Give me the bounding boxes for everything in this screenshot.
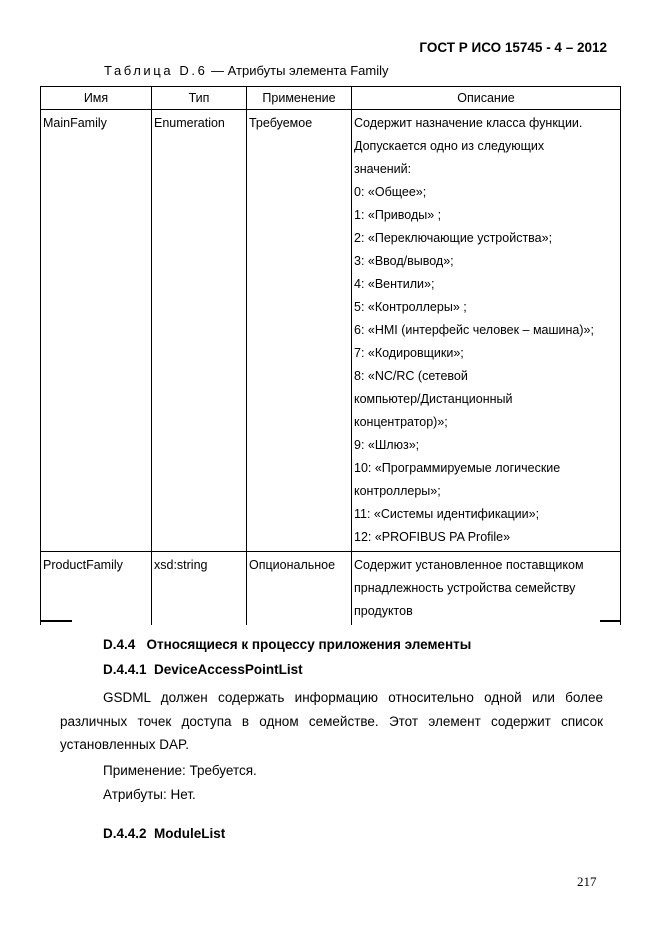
description-line: Содержит установленное поставщиком (354, 558, 584, 572)
description-line: компьютер/Дистанционный (354, 392, 513, 406)
table-row (41, 552, 621, 626)
description-line: 4: «Вентили»; (354, 277, 435, 291)
table-bottom-rule-right (600, 620, 621, 622)
section-d441-usage: Применение: Требуется. (103, 763, 257, 778)
section-heading-d44: D.4.4 Относящиеся к процессу приложения элементы (103, 637, 472, 652)
cell-description (352, 110, 621, 552)
table-caption-text: — Атрибуты элемента Family (207, 63, 389, 78)
description-line: продуктов (354, 604, 413, 618)
column-header-usage: Применение (247, 87, 352, 110)
description-line: прнадлежность устройства семейству (354, 581, 576, 595)
cell-name: MainFamily (41, 110, 152, 552)
cell-type: Enumeration (152, 110, 247, 552)
section-d441-attributes: Атрибуты: Нет. (103, 787, 196, 802)
cell-name: ProductFamily (41, 552, 152, 626)
description-line: 9: «Шлюз»; (354, 438, 420, 452)
description-line: концентратор)»; (354, 415, 448, 429)
cell-description (352, 552, 621, 626)
description-line: 6: «HMI (интерфейс человек – машина)»; (354, 323, 594, 337)
section-heading-d442: D.4.4.2 ModuleList (103, 826, 226, 841)
family-attributes-table (40, 86, 621, 625)
description-line: Допускается одно из следующих (354, 139, 545, 153)
description-line: Содержит назначение класса функции. (354, 116, 583, 130)
description-line: 11: «Системы идентификации»; (354, 507, 540, 521)
table-header-row (41, 87, 621, 110)
section-d441-paragraph: GSDML должен содержать информацию относительно одной или более различных точек доступа в одном семействе. Этот элемент содержит список установленных DAP. (60, 690, 603, 752)
cell-usage: Требуемое (247, 110, 352, 552)
column-header-name: Имя (41, 87, 152, 110)
table-row (41, 110, 621, 552)
description-line: 7: «Кодировщики»; (354, 346, 464, 360)
table-caption-label: Таблица D.6 (104, 63, 208, 78)
description-line: 3: «Ввод/вывод»; (354, 254, 454, 268)
description-line: 5: «Контроллеры» ; (354, 300, 467, 314)
table-bottom-rule-left (40, 620, 72, 622)
description-line: 8: «NC/RC (сетевой (354, 369, 468, 383)
description-line: 0: «Общее»; (354, 185, 427, 199)
cell-usage: Опциональное (247, 552, 352, 626)
description-line: значений: (354, 162, 412, 176)
cell-type: xsd:string (152, 552, 247, 626)
section-heading-d441: D.4.4.1 DeviceAccessPointList (103, 662, 303, 677)
description-line: 1: «Приводы» ; (354, 208, 442, 222)
description-line: контроллеры»; (354, 484, 441, 498)
description-line: 12: «PROFIBUS PA Profile» (354, 530, 511, 544)
document-header: ГОСТ Р ИСО 15745 - 4 – 2012 (419, 40, 607, 55)
description-line: 10: «Программируемые логические (354, 461, 561, 475)
column-header-type: Тип (152, 87, 247, 110)
column-header-description: Описание (352, 87, 621, 110)
page-number: 217 (577, 874, 597, 889)
table-caption (104, 63, 388, 78)
description-line: 2: «Переключающие устройства»; (354, 231, 553, 245)
